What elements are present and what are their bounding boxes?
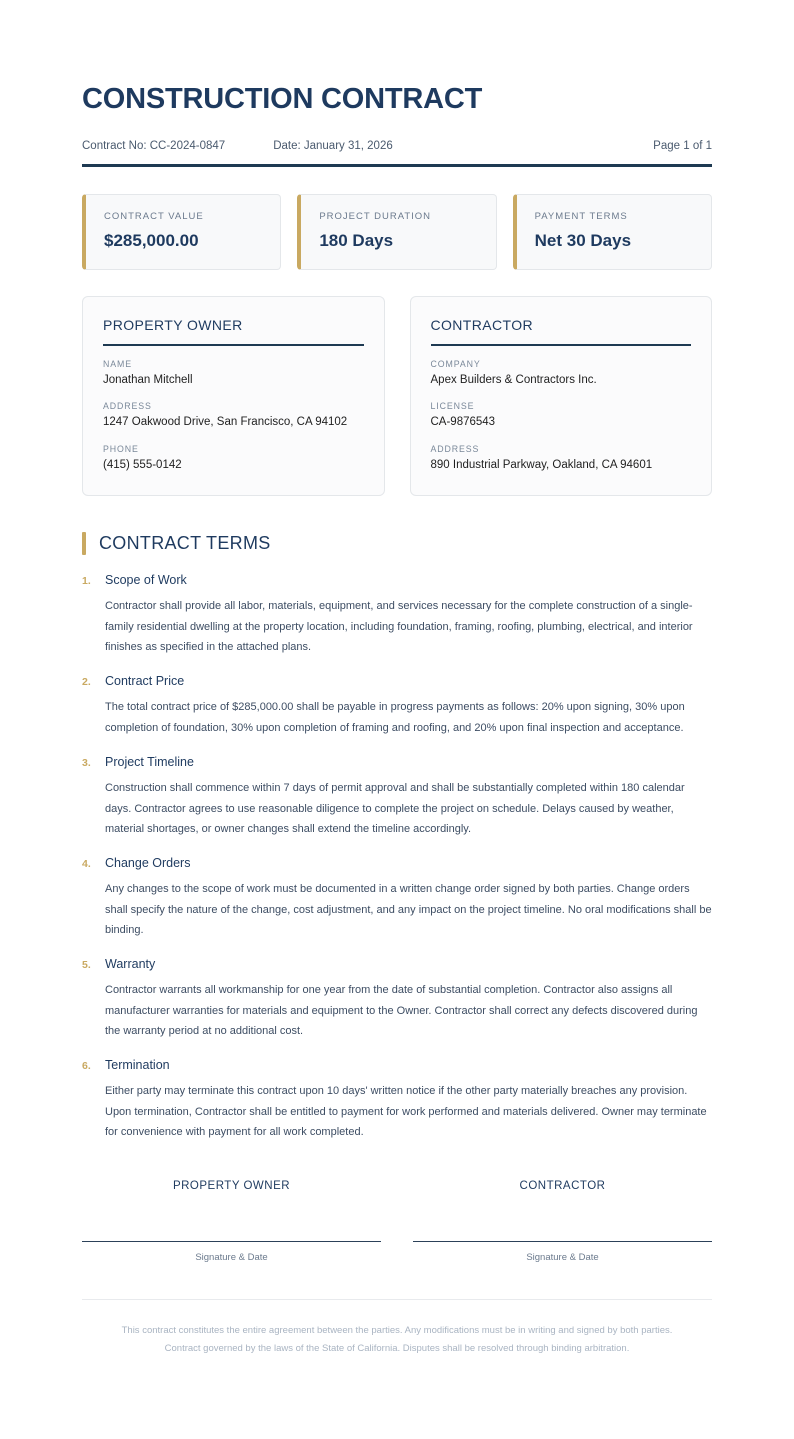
term-title: Contract Price: [105, 674, 185, 689]
summary-card-value: $285,000.00: [104, 230, 199, 250]
term-header: [82, 856, 712, 870]
party-field-address: [103, 401, 364, 431]
term-body: Any changes to the scope of work must be documented in a written change order signed by both parties. Change orders shall specify the nature of the change, cost adjustment, and any impact on the project timeline. No oral modifications shall be binding.: [105, 883, 712, 936]
signature-caption: Signature & Date: [195, 1252, 268, 1264]
signature-blocks: [82, 1180, 712, 1263]
term-item: [82, 957, 712, 1041]
contract-number: Contract No: CC-2024-0847: [82, 139, 226, 152]
party-field-label: ADDRESS: [430, 443, 480, 454]
term-title: Warranty: [105, 957, 156, 972]
party-field-value: CA-9876543: [430, 416, 496, 429]
party-panel-property-owner: [82, 296, 385, 497]
term-number: 5.: [82, 959, 91, 972]
party-field-name: [103, 359, 364, 389]
page-title: CONSTRUCTION CONTRACT: [82, 83, 483, 115]
party-field-address: [431, 444, 692, 474]
term-title: Termination: [105, 1058, 170, 1073]
term-body: The total contract price of $285,000.00 shall be payable in progress payments as follows: 20% upon signing, 30% upon completion of foundation, 30% upon completion of framing and roofing, and 20% upon final inspection and acceptance.: [105, 701, 685, 734]
party-field-label: COMPANY: [430, 358, 481, 369]
summary-card-label: PAYMENT TERMS: [534, 210, 628, 222]
term-number: 6.: [82, 1060, 91, 1073]
section-title: CONTRACT TERMS: [99, 533, 271, 554]
term-item: [82, 856, 712, 940]
signature-party-label: PROPERTY OWNER: [172, 1180, 291, 1193]
signature-block-property-owner: [82, 1180, 381, 1263]
summary-card-value: 180 Days: [319, 230, 394, 250]
party-panel-title: CONTRACTOR: [431, 317, 692, 346]
term-header: [82, 755, 712, 769]
party-panel-contractor: [410, 296, 713, 497]
summary-card-value: Net 30 Days: [534, 230, 632, 250]
party-field-label: NAME: [103, 358, 133, 369]
contract-date: Date: January 31, 2026: [273, 139, 393, 152]
term-body: Contractor warrants all workmanship for one year from the date of substantial completion. Contractor also assigns all manufacturer warranties for materials and equipment to the Owner. Contractor shall correct any defects discovered during the warranty period at no additional cost.: [105, 984, 698, 1037]
summary-card-contract-value: [82, 194, 281, 270]
term-body: Construction shall commence within 7 days of permit approval and shall be substantially completed within 180 calendar days. Contractor agrees to use reasonable diligence to complete the project on schedule. Delays caused by weather, material shortages, or owner changes shall extend the timeline accordingly.: [105, 782, 685, 835]
contract-meta-row: [82, 140, 712, 152]
term-title: Project Timeline: [105, 755, 194, 770]
term-title: Scope of Work: [105, 573, 187, 588]
term-header: [82, 573, 712, 587]
term-item: [82, 674, 712, 738]
party-field-label: ADDRESS: [103, 401, 152, 412]
contract-terms-heading: [82, 532, 712, 555]
term-item: [82, 573, 712, 657]
party-field-value: Jonathan Mitchell: [103, 373, 193, 386]
document-footer: [82, 1299, 712, 1397]
signature-line[interactable]: [413, 1241, 712, 1242]
party-field-value: Apex Builders & Contractors Inc.: [430, 373, 597, 386]
signature-block-contractor: [413, 1180, 712, 1263]
signature-party-label: CONTRACTOR: [519, 1180, 606, 1193]
summary-card-label: CONTRACT VALUE: [104, 210, 204, 222]
contract-terms-list: [82, 573, 712, 1142]
party-field-value: (415) 555-0142: [103, 458, 182, 471]
term-header: [82, 957, 712, 971]
summary-card-label: PROJECT DURATION: [319, 210, 432, 222]
term-header: [82, 674, 712, 688]
term-number: 3.: [82, 757, 91, 770]
summary-card-payment-terms: [513, 194, 712, 270]
summary-card-project-duration: [297, 194, 496, 270]
party-field-license: [431, 401, 692, 431]
party-panel-title: PROPERTY OWNER: [103, 317, 364, 346]
footer-line-1: This contract constitutes the entire agreement between the parties. Any modifications must be in writing and signed by both parties.: [121, 1325, 673, 1337]
term-number: 1.: [82, 575, 91, 588]
term-number: 4.: [82, 858, 91, 871]
term-body: Either party may terminate this contract upon 10 days' written notice if the other party materially breaches any provision. Upon termination, Contractor shall be entitled to payment for work performed and materials delivered. Owner may terminate for convenience with payment for all work completed.: [105, 1085, 707, 1138]
signature-line[interactable]: [82, 1241, 381, 1242]
term-item: [82, 1058, 712, 1142]
party-field-value: 890 Industrial Parkway, Oakland, CA 94601: [430, 458, 653, 471]
term-item: [82, 755, 712, 839]
summary-cards: [82, 194, 712, 270]
term-header: [82, 1058, 712, 1072]
term-title: Change Orders: [105, 856, 191, 871]
party-field-label: PHONE: [103, 443, 139, 454]
party-field-company: [431, 359, 692, 389]
header-divider: [82, 164, 712, 167]
footer-line-2: Contract governed by the laws of the State of California. Disputes shall be resolved through binding arbitration.: [164, 1342, 630, 1354]
party-field-value: 1247 Oakwood Drive, San Francisco, CA 94102: [103, 416, 348, 429]
term-body: Contractor shall provide all labor, materials, equipment, and services necessary for the complete construction of a single-family residential dwelling at the property location, including foundation, framing, roofing, plumbing, electrical, and interior finishes as specified in the attached plans.: [105, 600, 693, 654]
section-accent-bar: [82, 532, 86, 555]
party-panels: [82, 296, 712, 497]
signature-caption: Signature & Date: [526, 1252, 599, 1264]
term-number: 2.: [82, 676, 91, 689]
party-field-label: LICENSE: [430, 401, 475, 412]
page-indicator: Page 1 of 1: [653, 139, 712, 152]
party-field-phone: [103, 444, 364, 474]
